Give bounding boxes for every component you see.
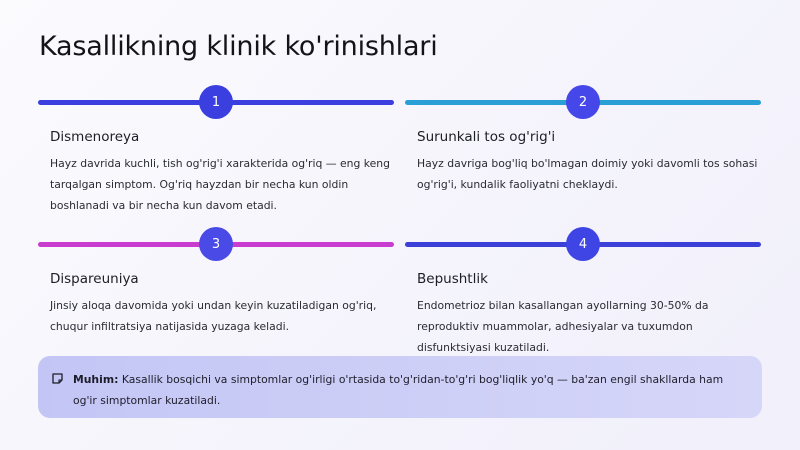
important-note-box <box>38 356 762 418</box>
card-body: Hayz davrida kuchli, tish og'rig'i xarakterida og'riq — eng keng tarqalgan simptom. Og'riq hayzdan bir necha kun oldin boshlanadi va bir necha kun davom etadi. <box>50 157 390 212</box>
note-body: Kasallik bosqichi va simptomlar og'irligi o'rtasida to'g'ridan-to'g'ri bog'liqlik yo'q — ba'zan engil shakllarda ham og'ir simptomlar kuzatiladi. <box>73 373 724 407</box>
card-number-badge: 4 <box>566 227 600 261</box>
card-heading: Dispareuniya <box>50 271 139 287</box>
page-title: Kasallikning klinik ko'rinishlari <box>39 31 438 62</box>
card-number-badge: 3 <box>199 227 233 261</box>
card-number-badge: 2 <box>566 85 600 119</box>
card-heading: Bepushtlik <box>417 271 488 287</box>
card-body: Hayz davriga bog'liq bo'lmagan doimiy yoki davomli tos sohasi og'rig'i, kundalik faoliyatni cheklaydi. <box>417 157 758 191</box>
card-heading: Surunkali tos og'rig'i <box>417 129 556 145</box>
card-body: Endometrioz bilan kasallangan ayollarning 30-50% da reproduktiv muammolar, adhesiyalar va tuxumdon disfunktsiyasi kuzatiladi. <box>417 299 709 354</box>
card-number-badge: 1 <box>199 85 233 119</box>
note-text <box>73 369 743 411</box>
note-icon <box>52 373 63 384</box>
note-label: Muhim: <box>73 373 119 386</box>
card-heading: Dismenoreya <box>50 129 140 145</box>
card-body: Jinsiy aloqa davomida yoki undan keyin kuzatiladigan og'riq, chuqur infiltratsiya natijasida yuzaga keladi. <box>50 299 377 333</box>
